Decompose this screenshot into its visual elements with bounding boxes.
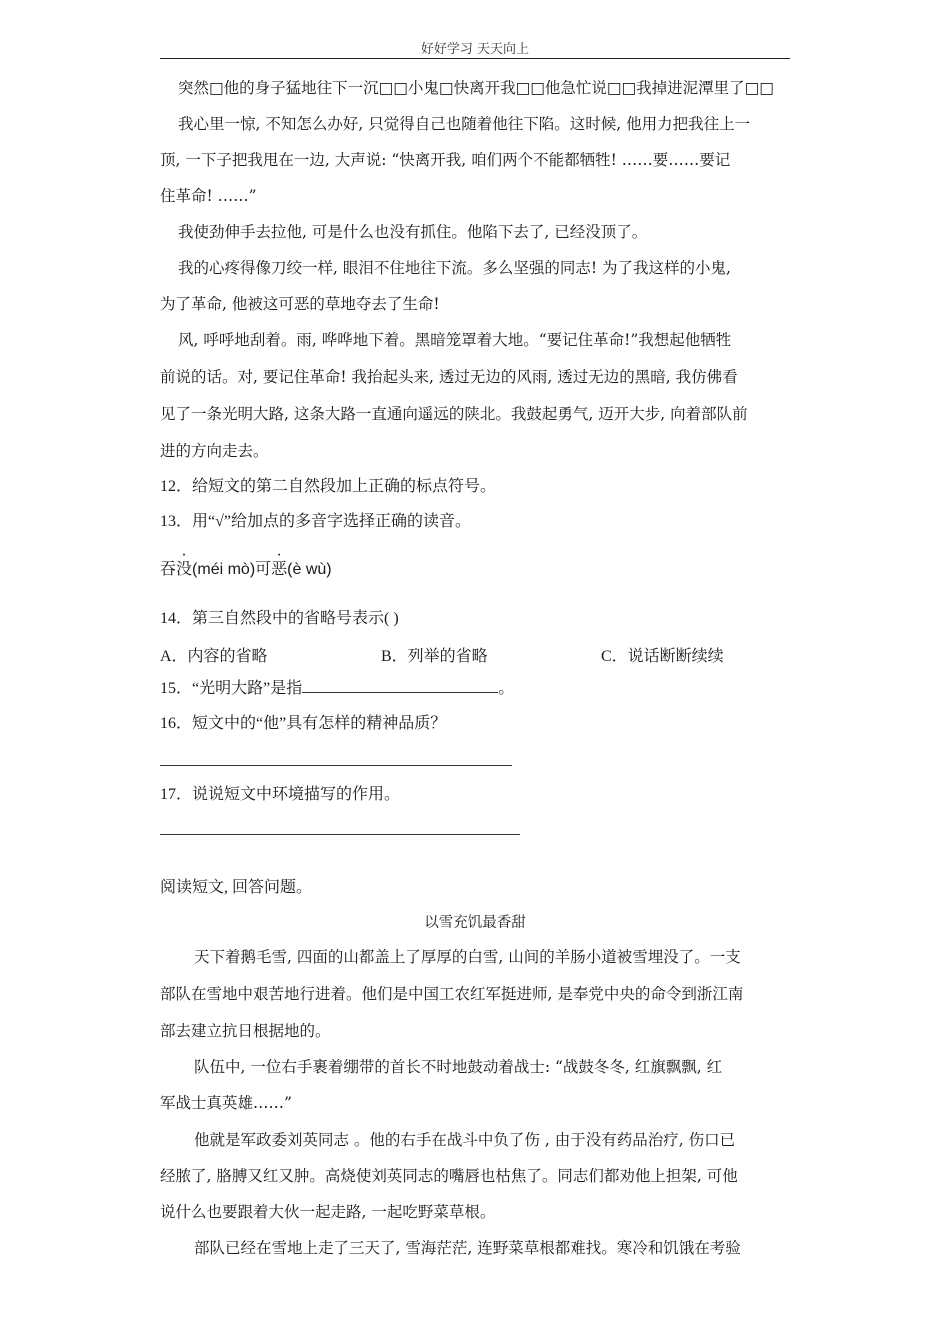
passage1-line: 我的心疼得像刀绞一样, 眼泪不住地往下流。多么坚强的同志! 为了我这样的小鬼, bbox=[178, 259, 731, 277]
q13-pinyin-options-2[interactable]: (è wù) bbox=[287, 561, 332, 578]
q13-word2-prefix: 可 bbox=[255, 561, 272, 578]
passage1-line: 突然□他的身子猛地往下一沉□□小鬼□快离开我□□他急忙说□□我掉进泥潭里了□□ bbox=[178, 79, 774, 97]
passage2-line: 队伍中, 一位右手裹着绷带的首长不时地鼓动着战士: “战鼓冬冬, 红旗飘飘, 红 bbox=[194, 1058, 723, 1076]
passage2-line: 部去建立抗日根据地的。 bbox=[160, 1022, 331, 1040]
passage1-line: 风, 呼呼地刮着。雨, 哗哗地下着。黑暗笼罩着大地。“要记住革命!”我想起他牺牲 bbox=[178, 331, 732, 349]
q15-text: 15．“光明大路”是指 bbox=[160, 680, 303, 697]
passage1-line: 顶, 一下子把我甩在一边, 大声说: “快离开我, 咱们两个不能都牺牲! ……要……要记 bbox=[160, 151, 731, 169]
passage1-line: 我使劲伸手去拉他, 可是什么也没有抓住。他陷下去了, 已经没顶了。 bbox=[178, 223, 648, 241]
q13-pinyin-options-1[interactable]: (méi mò) bbox=[192, 561, 256, 578]
passage2-line: 部队已经在雪地上走了三天了, 雪海茫茫, 连野菜草根都难找。寒冷和饥饿在考验 bbox=[194, 1239, 741, 1257]
passage2-line: 说什么也要跟着大伙一起走路, 一起吃野菜草根。 bbox=[160, 1203, 496, 1221]
header-divider bbox=[160, 58, 790, 59]
question-15 bbox=[160, 678, 790, 700]
question-12: 12．给短文的第二自然段加上正确的标点符号。 bbox=[160, 478, 497, 495]
passage2-line: 军战士真英雄……” bbox=[160, 1094, 292, 1112]
passage1-line: 进的方向走去。 bbox=[160, 442, 269, 460]
q15-period: 。 bbox=[498, 680, 515, 697]
question-16: 16．短文中的“他”具有怎样的精神品质？ bbox=[160, 715, 447, 732]
passage1-line: 为了革命, 他被这可恶的草地夺去了生命! bbox=[160, 295, 440, 313]
q14-option-a[interactable]: A．内容的省略 bbox=[160, 648, 268, 665]
question-13-words bbox=[160, 559, 790, 581]
page-header: 好好学习 天天向上 bbox=[420, 42, 530, 57]
q15-answer-blank[interactable] bbox=[302, 678, 498, 693]
question-13: 13．用“√”给加点的多音字选择正确的读音。 bbox=[160, 513, 471, 530]
passage1-line: 我心里一惊, 不知怎么办好, 只觉得自己也随着他往下陷。这时候, 他用力把我往上一 bbox=[178, 115, 751, 133]
q13-word1-dotted-char: 没 bbox=[176, 561, 193, 578]
q13-word2-dotted-char: 恶 bbox=[271, 561, 288, 578]
question-17: 17．说说短文中环境描写的作用。 bbox=[160, 786, 401, 803]
passage2-line: 他就是军政委刘英同志 。他的右手在战斗中负了伤 , 由于没有药品治疗, 伤口已 bbox=[194, 1131, 736, 1149]
passage2-line: 天下着鹅毛雪, 四面的山都盖上了厚厚的白雪, 山间的羊肠小道被雪埋没了。一支 bbox=[194, 948, 741, 966]
q14-option-c[interactable]: C．说话断断续续 bbox=[601, 648, 724, 665]
passage2-line: 经脓了, 胳膊又红又肿。高烧使刘英同志的嘴唇也枯焦了。同志们都劝他上担架, 可他 bbox=[160, 1167, 738, 1185]
passage2-intro: 阅读短文, 回答问题。 bbox=[160, 879, 313, 896]
q17-answer-line[interactable] bbox=[160, 834, 520, 835]
q14-option-b[interactable]: B．列举的省略 bbox=[381, 648, 488, 665]
q13-word1-prefix: 吞 bbox=[160, 561, 177, 578]
passage1-line: 前说的话。对, 要记住革命! 我抬起头来, 透过无边的风雨, 透过无边的黑暗, 我仿佛看 bbox=[160, 368, 738, 386]
passage2-title: 以雪充饥最香甜 bbox=[424, 915, 526, 931]
passage1-line: 见了一条光明大路, 这条大路一直通向遥远的陕北。我鼓起勇气, 迈开大步, 向着部队前 bbox=[160, 405, 748, 423]
passage1-line: 住革命! ……” bbox=[160, 187, 257, 205]
question-14: 14．第三自然段中的省略号表示( ) bbox=[160, 610, 399, 627]
passage2-line: 部队在雪地中艰苦地行进着。他们是中国工农红军挺进师, 是奉党中央的命令到浙江南 bbox=[160, 985, 744, 1003]
q16-answer-line[interactable] bbox=[160, 765, 512, 766]
